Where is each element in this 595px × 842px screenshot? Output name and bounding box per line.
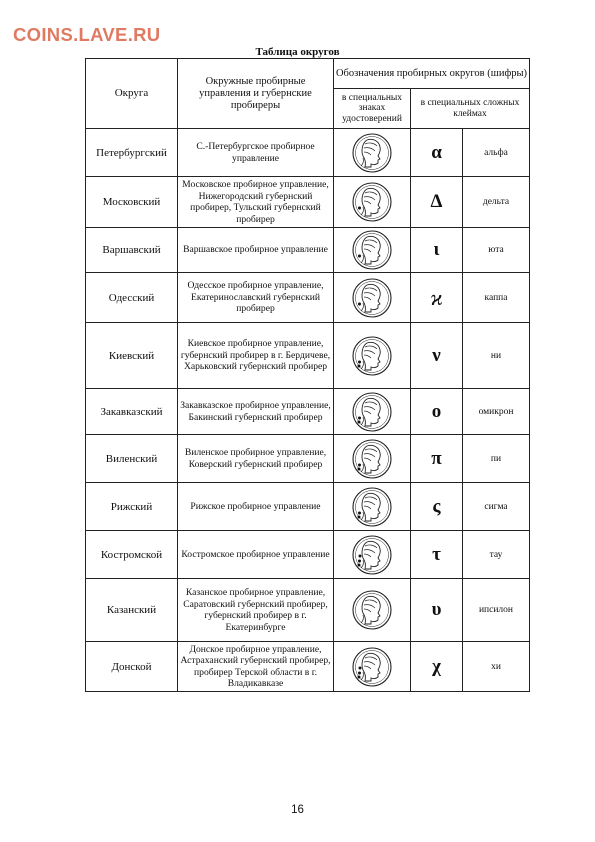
header-okrug: Округа [86,59,178,129]
okrug-name: Одесский [86,273,178,323]
assay-profile-sign-icon [351,646,393,688]
cipher-letter-name: дельта [463,177,530,228]
watermark: COINS.LAVE.RU [13,24,161,45]
table-row [86,642,530,692]
okrug-name: Петербургский [86,129,178,177]
cipher-letter: ο [411,389,463,435]
upravlenie-text: Казанское пробирное управление, Саратовский губернский пробирер, губернский пробирер в г. Екатеринбурге [178,579,334,642]
sign-dot [358,364,361,367]
table-row [86,177,530,228]
page-number: 16 [291,804,304,816]
assay-profile-sign-icon [351,391,393,433]
assay-profile-sign-icon [351,486,393,528]
sign-dot [358,675,361,678]
table-row [86,389,530,435]
sign-dot [358,463,361,466]
assay-profile-sign-icon [351,181,393,223]
assay-profile-sign-icon [351,438,393,480]
upravlenie-text: Донское пробирное управление, Астраханский губернский пробирер, пробирер Терской области в г. Владикавказе [178,642,334,692]
table-row [86,483,530,531]
assay-profile-sign-icon [351,335,393,377]
sign-cell [334,642,411,692]
upravlenie-text: Одесское пробирное управление, Екатеринославский губернский пробирер [178,273,334,323]
okrug-name: Костромской [86,531,178,579]
upravlenie-text: Киевское пробирное управление, губернский пробирер в г. Бердичеве, Харьковский губернский пробирер [178,323,334,389]
cipher-letter-name: хи [463,642,530,692]
upravlenie-text: Московское пробирное управление, Нижегородский губернский пробирер, Тульский губернский пробирер [178,177,334,228]
okrug-name: Варшавский [86,228,178,273]
okrug-name: Московский [86,177,178,228]
table-row [86,531,530,579]
header-znaki: в специальных знаках удостоверений [334,89,411,129]
cipher-letter: τ [411,531,463,579]
sign-dot [358,416,361,419]
upravlenie-text: С.-Петербургское пробирное управление [178,129,334,177]
cipher-letter-name: альфа [463,129,530,177]
cipher-letter-name: сигма [463,483,530,531]
cipher-letter: π [411,435,463,483]
header-kleima: в специальных сложных клеймах [411,89,530,129]
assay-profile-sign-icon [351,534,393,576]
sign-cell [334,531,411,579]
table-title: Таблица округов [255,46,340,58]
cipher-letter-name: юта [463,228,530,273]
cipher-letter: α [411,129,463,177]
cipher-letter: ι [411,228,463,273]
sign-cell [334,579,411,642]
sign-dot [358,420,361,423]
assay-profile-sign-icon [351,277,393,319]
sign-cell [334,228,411,273]
cipher-letter-name: пи [463,435,530,483]
okrug-name: Виленский [86,435,178,483]
cipher-letter: Δ [411,177,463,228]
okrug-name: Казанский [86,579,178,642]
cipher-letter-name: ни [463,323,530,389]
table-row [86,579,530,642]
assay-profile-sign-icon [351,589,393,631]
okrug-name: Закавказский [86,389,178,435]
upravlenie-text: Закавказское пробирное управление, Бакинский губернский пробирер [178,389,334,435]
sign-dot [358,563,361,566]
sign-dot [359,666,362,669]
sign-dot [358,255,361,258]
cipher-letter: υ [411,579,463,642]
sign-cell [334,483,411,531]
upravlenie-text: Виленское пробирное управление, Коверский губернский пробирер [178,435,334,483]
sign-cell [334,323,411,389]
sign-dot [358,302,361,305]
sign-cell [334,389,411,435]
cipher-letter: ν [411,323,463,389]
cipher-letter-name: омикрон [463,389,530,435]
table-row [86,228,530,273]
cipher-letter: χ [411,642,463,692]
okrug-name: Донской [86,642,178,692]
okrug-name: Рижский [86,483,178,531]
okrug-name: Киевский [86,323,178,389]
upravlenie-text: Рижское пробирное управление [178,483,334,531]
sign-dot [358,671,361,674]
table-row [86,435,530,483]
upravlenie-text: Варшавское пробирное управление [178,228,334,273]
sign-dot [358,515,361,518]
upravlenie-text: Костромское пробирное управление [178,531,334,579]
sign-cell [334,273,411,323]
cipher-letter: ϰ [411,273,463,323]
cipher-letter: ς [411,483,463,531]
table-row [86,323,530,389]
sign-dot [358,511,361,514]
okrug-table [85,58,530,692]
sign-dot [358,207,361,210]
table-row [86,129,530,177]
sign-dot [359,554,362,557]
cipher-letter-name: тау [463,531,530,579]
cipher-letter-name: каппа [463,273,530,323]
sign-dot [358,559,361,562]
header-upravleniya: Окружные пробирные управления и губернские пробиреры [178,59,334,129]
sign-cell [334,435,411,483]
header-oboznacheniya: Обозначения пробирных округов (шифры) [334,59,530,89]
assay-profile-sign-icon [351,229,393,271]
cipher-letter-name: ипсилон [463,579,530,642]
sign-dot [358,360,361,363]
sign-cell [334,177,411,228]
sign-dot [358,467,361,470]
assay-profile-sign-icon [351,132,393,174]
sign-cell [334,129,411,177]
table-row [86,273,530,323]
